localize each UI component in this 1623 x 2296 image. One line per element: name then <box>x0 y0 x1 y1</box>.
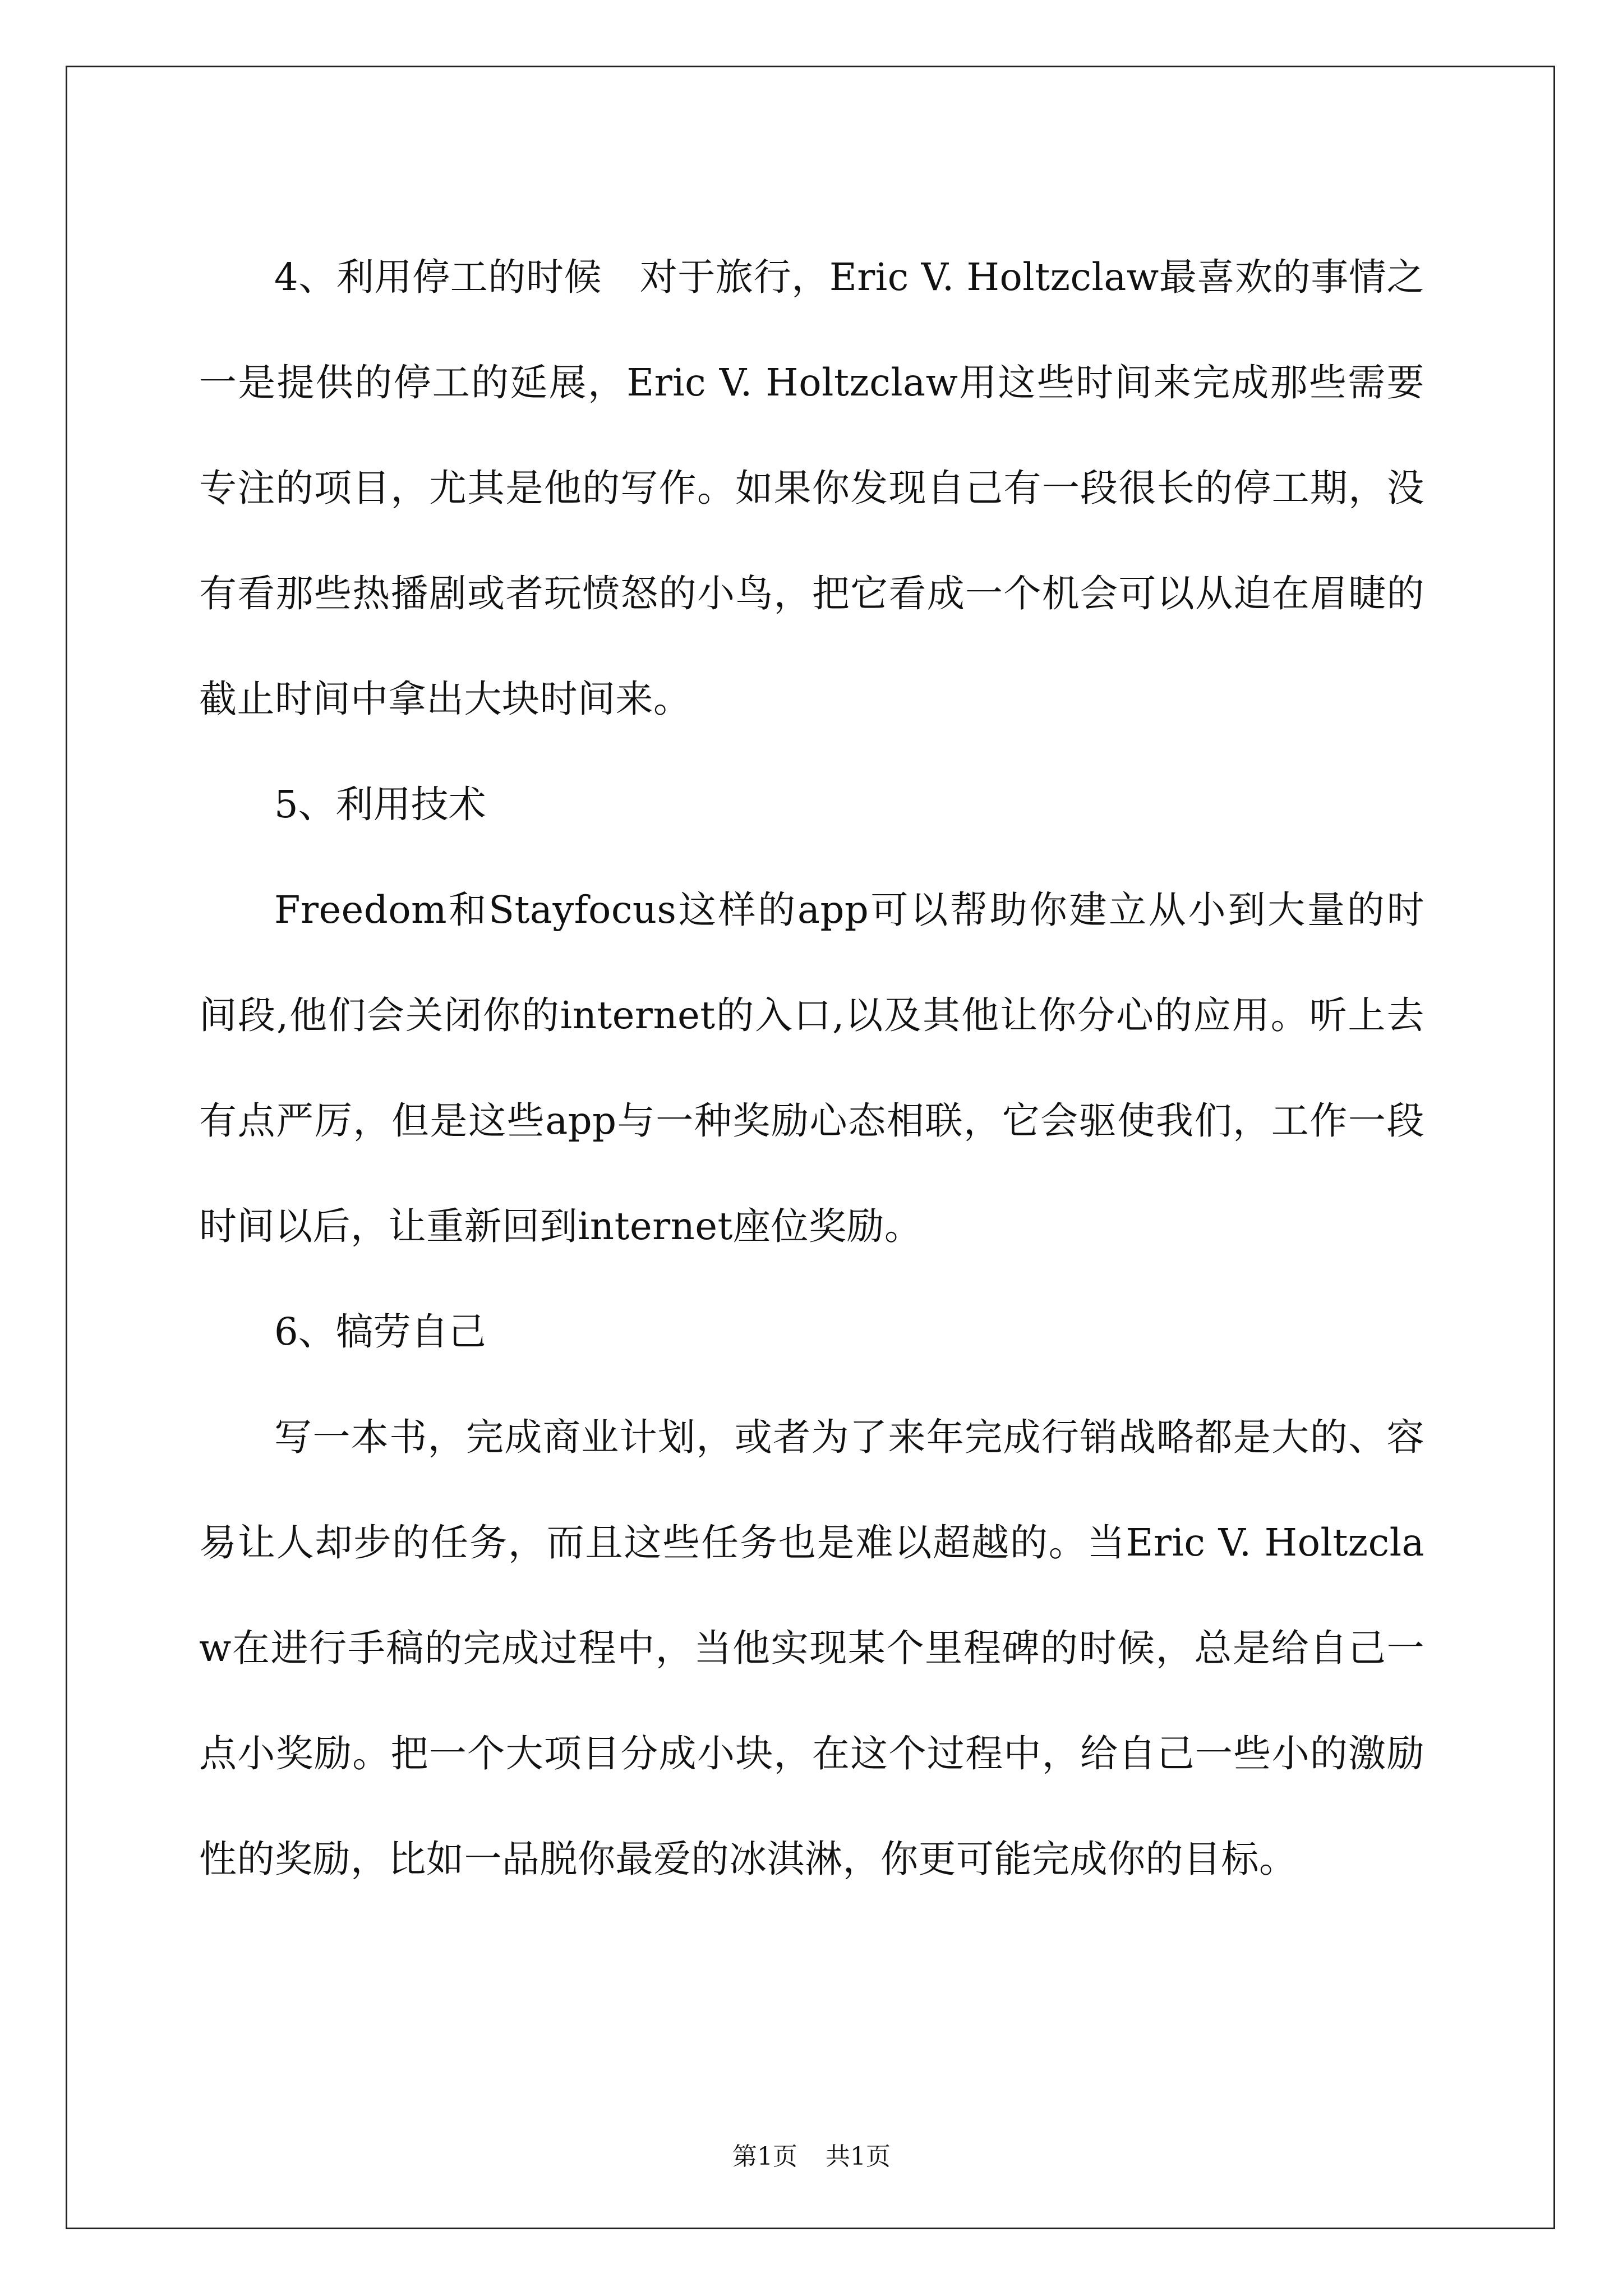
paragraph-reward: 写一本书，完成商业计划，或者为了来年完成行销战略都是大的、容易让人却步的任务，而且这些任务也是难以超越的。当Eric V. Holtzclaw在进行手稿的完成过程中，当他实现某个里程碑的时候，总是给自己一点小奖励。把一个大项目分成小块，在这个过程中，给自己一些小的激励性的奖励，比如一品脱你最爱的冰淇淋，你更可能完成你的目标。 <box>199 1415 1424 1881</box>
paragraph-downtime: 4、利用停工的时候 对于旅行，Eric V. Holtzclaw最喜欢的事情之一是提供的停工的延展，Eric V. Holtzclaw用这些时间来完成那些需要专注的项目，尤其是他的写作。如果你发现自己有一段很长的停工期，没有看那些热播剧或者玩愤怒的小鸟，把它看成一个机会可以从迫在眉睫的截止时间中拿出大块时间来。 <box>199 255 1424 721</box>
page-total: 共1页 <box>826 2142 891 2171</box>
heading-reward: 6、犒劳自己 <box>274 1310 486 1354</box>
page-footer <box>0 2140 1623 2174</box>
heading-technology: 5、利用技术 <box>274 783 486 826</box>
paragraph-technology: Freedom和Stayfocus这样的app可以帮助你建立从小到大量的时间段,他们会关闭你的internet的入口,以及其他让你分心的应用。听上去有点严厉，但是这些app与一种奖励心态相联，它会驱使我们，工作一段时间以后，让重新回到internet座位奖励。 <box>199 888 1424 1248</box>
document-body <box>199 224 1424 1912</box>
page-number: 第1页 <box>732 2142 797 2171</box>
